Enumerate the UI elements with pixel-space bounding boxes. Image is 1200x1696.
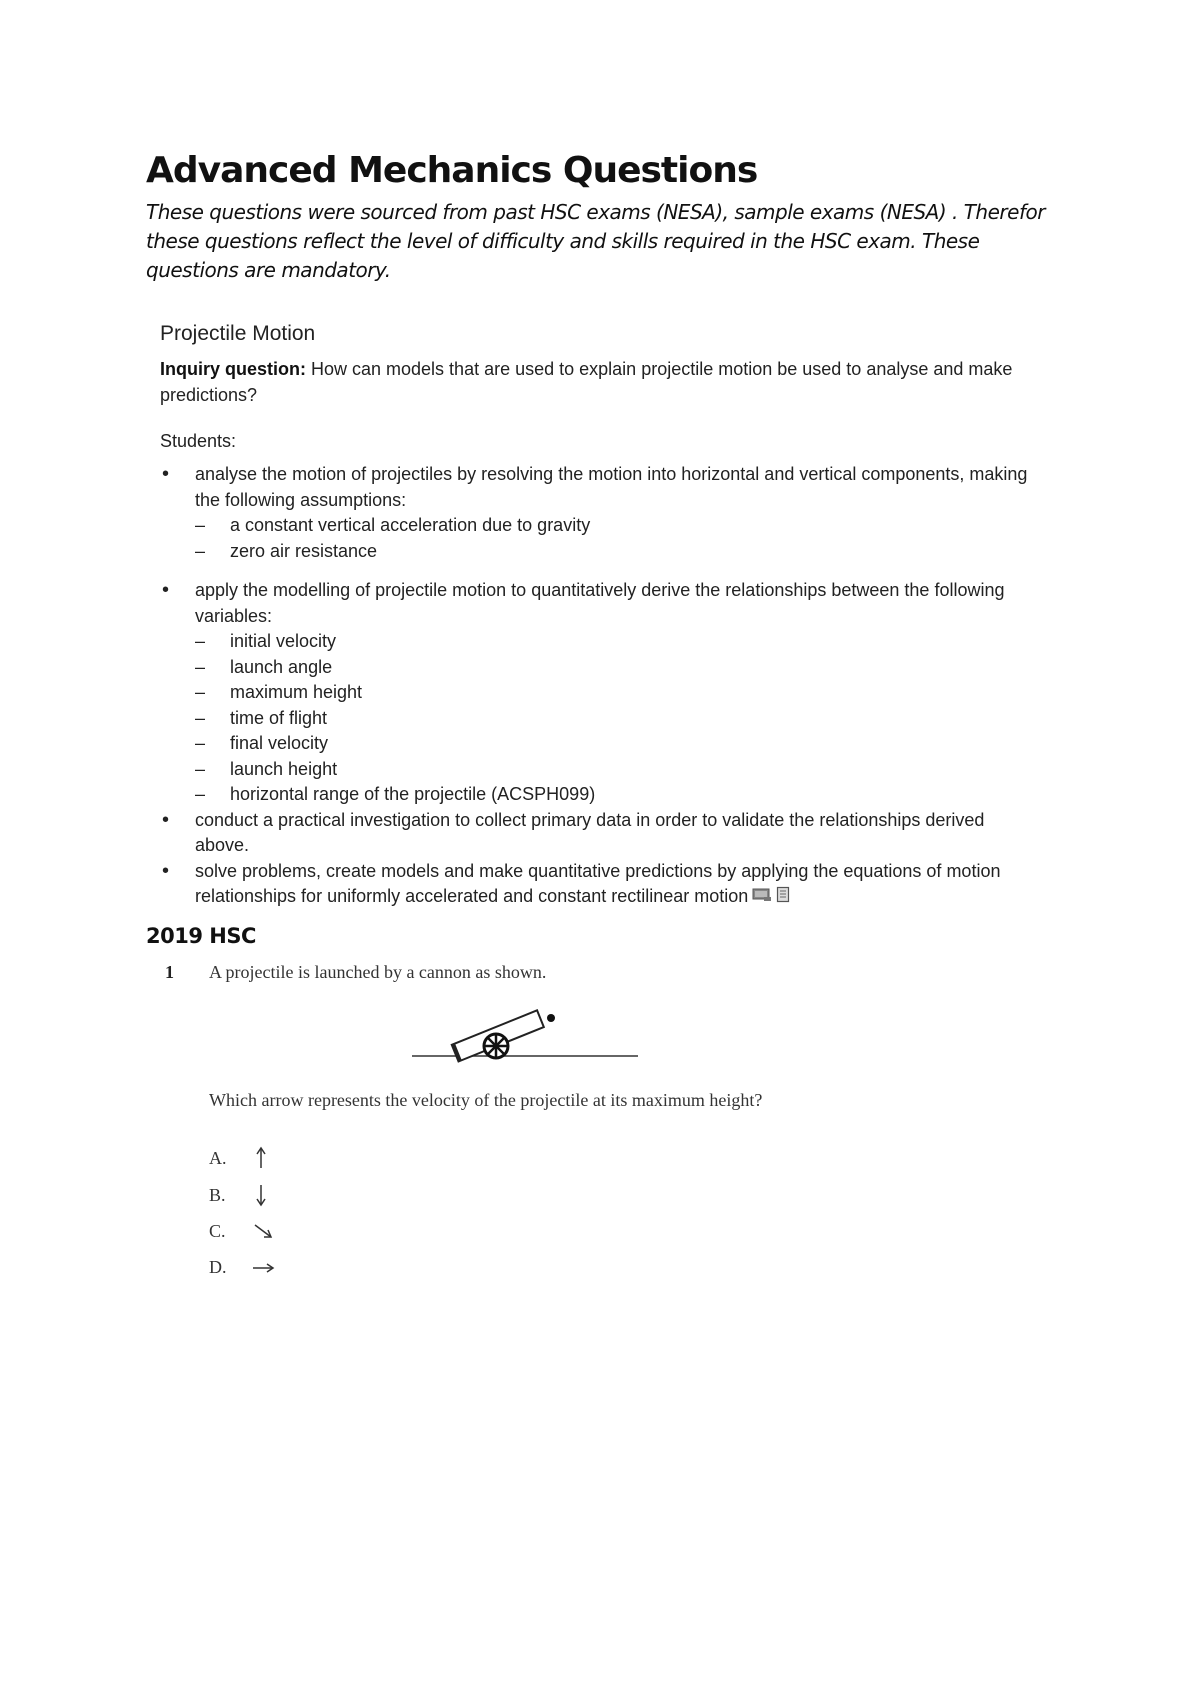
assumption-list bbox=[195, 513, 1030, 564]
outcome-text: conduct a practical investigation to collect primary data in order to validate the relationships derived above. bbox=[195, 809, 985, 855]
document-icon bbox=[776, 885, 790, 911]
list-item: – horizontal range of the projectile (ACSPH099) bbox=[195, 782, 1030, 808]
outcome-text: analyse the motion of projectiles by resolving the motion into horizontal and vertical components, making the following assumptions: bbox=[195, 464, 1028, 510]
option-letter: D. bbox=[209, 1256, 227, 1277]
page-title: Advanced Mechanics Questions bbox=[146, 150, 758, 191]
outcome-list bbox=[160, 462, 1030, 910]
syllabus-box bbox=[160, 322, 1030, 910]
cannon-diagram bbox=[408, 996, 648, 1071]
arrow-down-icon bbox=[251, 1183, 275, 1207]
question-prompt: Which arrow represents the velocity of the projectile at its maximum height? bbox=[209, 1090, 763, 1110]
option-letter: A. bbox=[209, 1147, 227, 1168]
list-item: – zero air resistance bbox=[195, 539, 1030, 565]
variable-list bbox=[195, 629, 1030, 808]
option-a[interactable] bbox=[209, 1143, 275, 1173]
list-item: – initial velocity bbox=[195, 629, 1030, 655]
students-label: Students: bbox=[160, 431, 237, 451]
intro-text: These questions were sourced from past HSC exams (NESA), sample exams (NESA) . Therefor these questions reflect the level of difficulty and skills required in the HSC exam. These questions are mandatory. bbox=[146, 200, 1045, 282]
list-item: – final velocity bbox=[195, 731, 1030, 757]
outcome-item bbox=[160, 578, 1030, 808]
outcome-text: apply the modelling of projectile motion to quantitatively derive the relationships between the following variables: bbox=[195, 580, 1005, 626]
list-item: – launch height bbox=[195, 757, 1030, 783]
inquiry-label: Inquiry question: bbox=[160, 359, 306, 379]
question-text: A projectile is launched by a cannon as shown. bbox=[209, 962, 547, 982]
outcome-item bbox=[160, 462, 1030, 564]
arrow-down-right-icon bbox=[251, 1219, 275, 1243]
arrow-right-icon bbox=[251, 1255, 275, 1279]
inquiry-question bbox=[160, 356, 1030, 408]
outcome-item bbox=[160, 808, 1030, 859]
list-item: – time of flight bbox=[195, 706, 1030, 732]
section-heading: 2019 HSC bbox=[146, 924, 256, 948]
computer-icon bbox=[752, 885, 772, 911]
outcome-text: solve problems, create models and make quantitative predictions by applying the equations of motion relationships for uniformly accelerated and constant rectilinear motion bbox=[195, 860, 1001, 906]
list-item: – launch angle bbox=[195, 655, 1030, 681]
option-d[interactable] bbox=[209, 1252, 275, 1282]
syllabus-heading: Projectile Motion bbox=[160, 322, 316, 345]
list-item: – maximum height bbox=[195, 680, 1030, 706]
option-c[interactable] bbox=[209, 1216, 275, 1246]
outcome-item bbox=[160, 859, 1030, 911]
option-letter: B. bbox=[209, 1184, 226, 1205]
list-item: – a constant vertical acceleration due to gravity bbox=[195, 513, 1030, 539]
option-letter: C. bbox=[209, 1220, 226, 1241]
option-b[interactable] bbox=[209, 1180, 275, 1210]
inquiry-text: How can models that are used to explain projectile motion be used to analyse and make predictions? bbox=[160, 359, 1013, 405]
question-number: 1 bbox=[165, 962, 174, 982]
arrow-up-icon bbox=[251, 1146, 275, 1170]
